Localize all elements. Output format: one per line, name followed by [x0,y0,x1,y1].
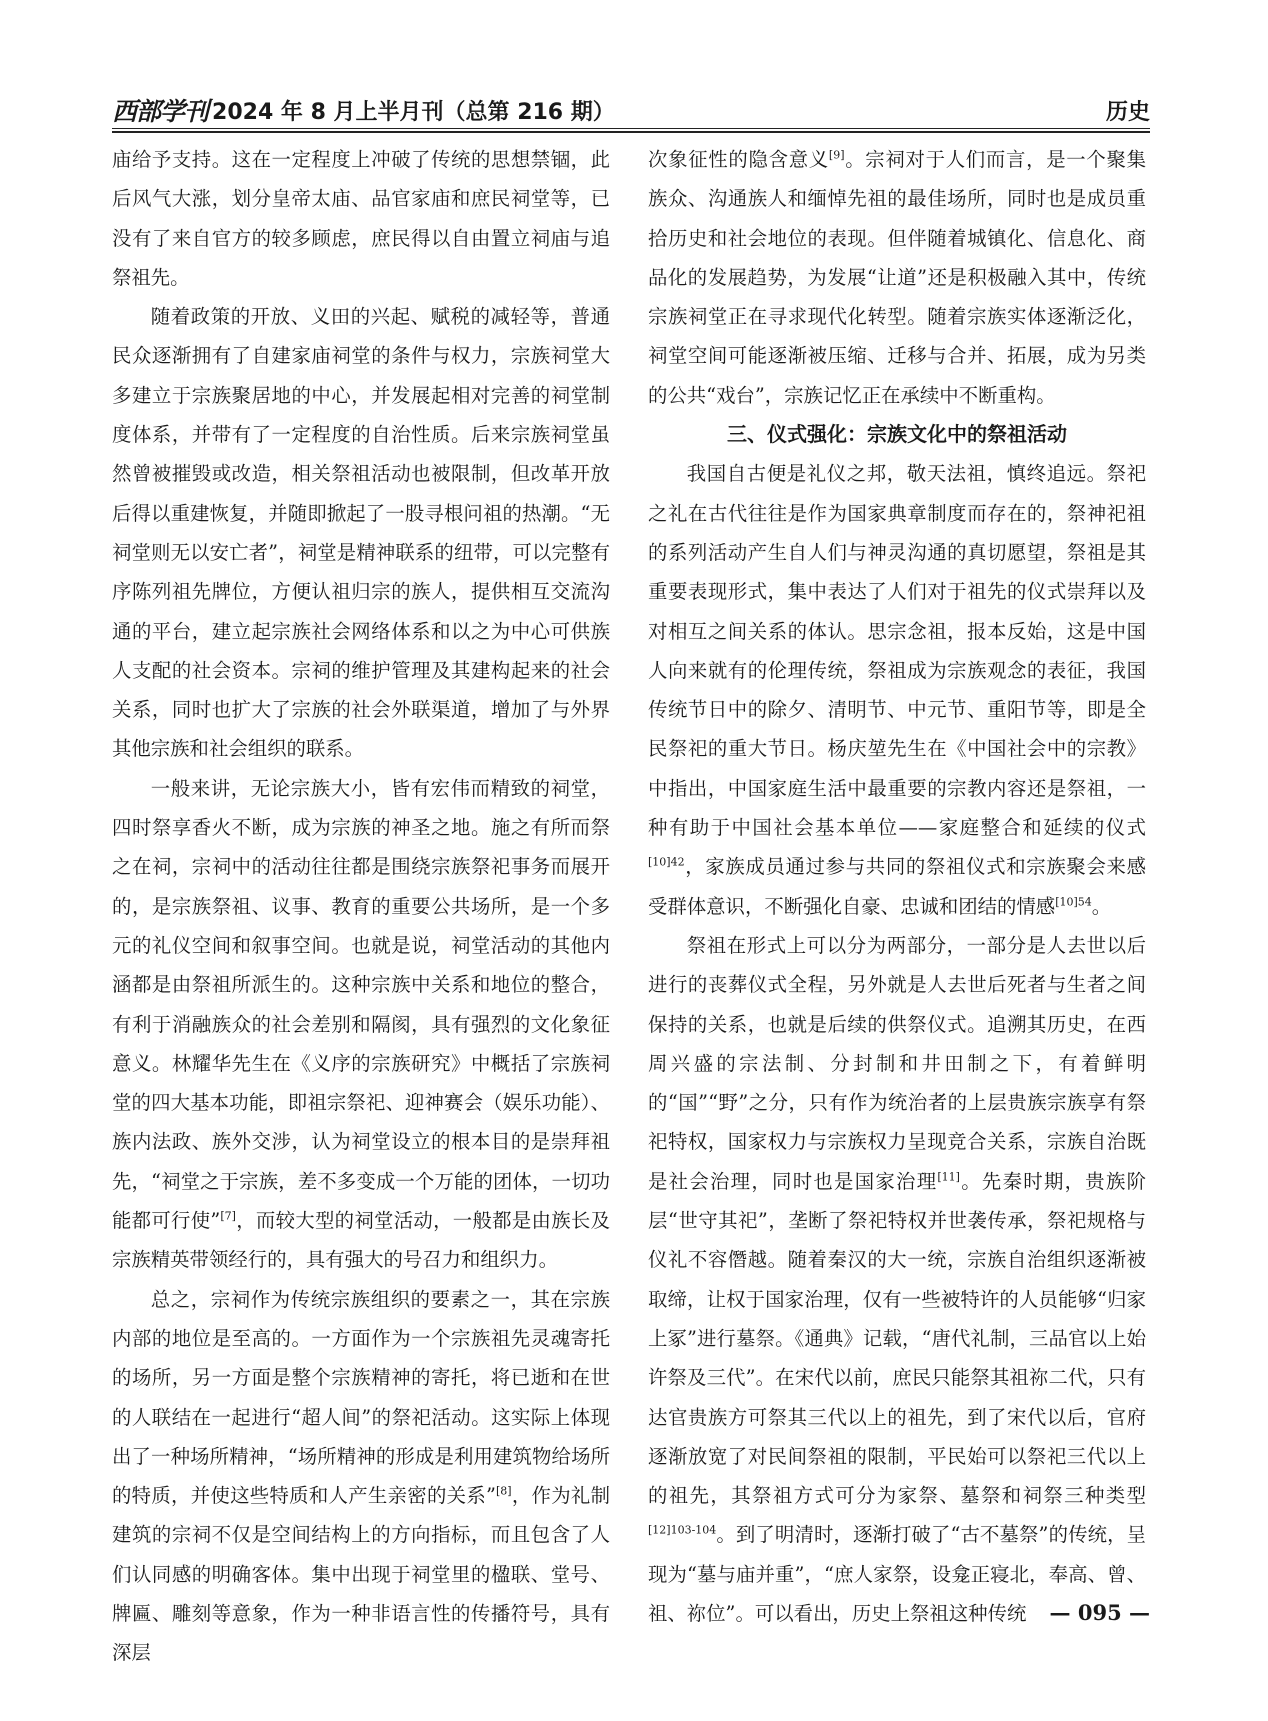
citation-ref: [10]54 [1055,894,1092,908]
section-tag: 历史 [1105,100,1150,125]
journal-logo: 西部学刊 [112,97,209,126]
citation-ref: [8] [495,1484,512,1498]
left-column [112,140,610,1673]
paragraph [112,1280,610,1673]
header-left [112,99,615,124]
header-rule [112,128,1150,133]
right-column [648,140,1146,1633]
citation-ref: [9] [828,148,845,162]
paragraph-text: 。 [1091,894,1112,918]
paragraph-text: 祭祖在形式上可以分为两部分，一部分是人去世以后进行的丧葬仪式全程，另外就是人去世后死者与生者之间保持的关系，也就是后续的供祭仪式。追溯其历史，在西周兴盛的宗法制、分封制和井田制之下，有着鲜明的“国”“野”之分，只有作为统治者的上层贵族宗族享有祭祀特权，国家权力与宗族权力呈现竞合关系，宗族自治既是社会治理，同时也是国家治理 [648,933,1146,1193]
paragraph [648,140,1146,415]
citation-ref: [11] [937,1170,960,1184]
section-heading: 三、仪式强化：宗族文化中的祭祖活动 [727,422,1067,447]
page-number: — 095 — [1049,1600,1150,1625]
citation-ref: [10]42 [648,855,685,869]
paragraph-text: ，而较大型的祠堂活动，一般都是由族长及宗族精英带领经行的，具有强大的号召力和组织力。 [112,1209,611,1272]
citation-ref: [7] [220,1209,236,1223]
page-header [112,84,1150,124]
issue-info: 2024 年 8 月上半月刊（总第 216 期） [212,100,615,125]
paragraph-text: ，家族成员通过参与共同的祭祖仪式和宗族聚会来感受群体意识，不断强化自豪、忠诚和团结的情感 [648,855,1146,918]
paragraph: 随着政策的开放、义田的兴起、赋税的减轻等，普通民众逐渐拥有了自建家庙祠堂的条件与权力，宗族祠堂大多建立于宗族聚居地的中心，并发展起相对完善的祠堂制度体系，并带有了一定程度的自治性质。后来宗族祠堂虽然曾被摧毁或改造，相关祭祖活动也被限制，但改革开放后得以重建恢复，并随即掀起了一股寻根问祖的热潮。“无祠堂则无以安亡者”，祠堂是精神联系的纽带，可以完整有序陈列祖先牌位，方便认祖归宗的族人，提供相互交流沟通的平台，建立起宗族社会网络体系和以之为中心可供族人支配的社会资本。宗祠的维护管理及其建构起来的社会关系，同时也扩大了宗族的社会外联渠道，增加了与外界其他宗族和社会组织的联系。 [112,305,610,761]
paragraph-text: 。宗祠对于人们而言，是一个聚集族众、沟通族人和缅悼先祖的最佳场所，同时也是成员重拾历史和社会地位的表现。但伴随着城镇化、信息化、商品化的发展趋势，为发展“让道”还是积极融入其中，传统宗族祠堂正在寻求现代化转型。随着宗族实体逐渐泛化，祠堂空间可能逐渐被压缩、迁移与合并、拓展，成为另类的公共“戏台”，宗族记忆正在承续中不断重构。 [648,148,1147,407]
paragraph: 庙给予支持。这在一定程度上冲破了传统的思想禁锢，此后风气大涨，划分皇帝太庙、品官家庙和庶民祠堂等，已没有了来自官方的较多顾虑，庶民得以自由置立祠庙与追祭祖先。 [112,148,610,289]
paragraph-text: 我国自古便是礼仪之邦，敬天法祖，慎终追远。祭祀之礼在古代往往是作为国家典章制度而存在的，祭神祀祖的系列活动产生自人们与神灵沟通的真切愿望，祭祖是其重要表现形式，集中表达了人们对于祖先的仪式崇拜以及对相互之间关系的体认。思宗念祖，报本反始，这是中国人向来就有的伦理传统，祭祖成为宗族观念的表征，我国传统节日中的除夕、清明节、中元节、重阳节等，即是全民祭祀的重大节日。杨庆堃先生在《中国社会中的宗教》中指出，中国家庭生活中最重要的宗教内容还是祭祖，一种有助于中国社会基本单位——家庭整合和延续的仪式 [648,462,1146,840]
paragraph [648,926,1146,1633]
paragraph-text: 。先秦时期，贵族阶层“世守其祀”，垄断了祭祀特权并世袭传承，祭祀规格与仪礼不容僭越。随着秦汉的大一统，宗族自治组织逐渐被取缔，让权于国家治理，仅有一些被特许的人员能够“归家上冢”进行墓祭。《通典》记载，“唐代礼制，三品官以上始许祭及三代”。在宋代以前，庶民只能祭其祖祢二代，只有达官贵族方可祭其三代以上的祖先，到了宋代以后，官府逐渐放宽了对民间祭祖的限制，平民始可以祭祀三代以上的祖先，其祭祖方式可分为家祭、墓祭和祠祭三种类型 [648,1169,1147,1508]
paragraph-text: 一般来讲，无论宗族大小，皆有宏伟而精致的祠堂，四时祭享香火不断，成为宗族的神圣之地。施之有所而祭之在祠，宗祠中的活动往往都是围绕宗族祭祀事务而展开的，是宗族祭祖、议事、教育的重要公共场所，是一个多元的礼仪空间和叙事空间。也就是说，祠堂活动的其他内涵都是由祭祖所派生的。这种宗族中关系和地位的整合，有利于消融族众的社会差别和隔阂，具有强烈的文化象征意义。林耀华先生在《义序的宗族研究》中概括了宗族祠堂的四大基本功能，即祖宗祭祀、迎神赛会（娱乐功能）、族内法政、族外交涉，认为祠堂设立的根本目的是崇拜祖先，“祠堂之于宗族，差不多变成一个万能的团体，一切功能都可行使” [112,776,610,1233]
paragraph-text: 次象征性的隐含意义 [648,148,829,171]
paragraph-text: 总之，宗祠作为传统宗族组织的要素之一，其在宗族内部的地位是至高的。一方面作为一个宗族祖先灵魂寄托的场所，另一方面是整个宗族精神的寄托，将已逝和在世的人联结在一起进行“超人间”的祭祀活动。这实际上体现出了一种场所精神，“场所精神的形成是利用建筑物给场所的特质，并使这些特质和人产生亲密的关系” [112,1287,610,1508]
citation-ref: [12]103-104 [648,1523,717,1537]
paragraph-text: ，作为礼制建筑的宗祠不仅是空间结构上的方向指标，而且包含了人们认同感的明确客体。集中出现于祠堂里的楹联、堂号、牌匾、雕刻等意象，作为一种非语言性的传播符号，具有深层 [112,1484,610,1665]
paragraph-text: 。到了明清时，逐渐打破了“古不墓祭”的传统，呈现为“墓与庙并重”，“庶人家祭，设龛正寝北，奉高、曾、祖、祢位”。可以看出，历史上祭祖这种传统 [648,1523,1146,1625]
paragraph [648,454,1146,926]
paragraph [112,769,610,1280]
